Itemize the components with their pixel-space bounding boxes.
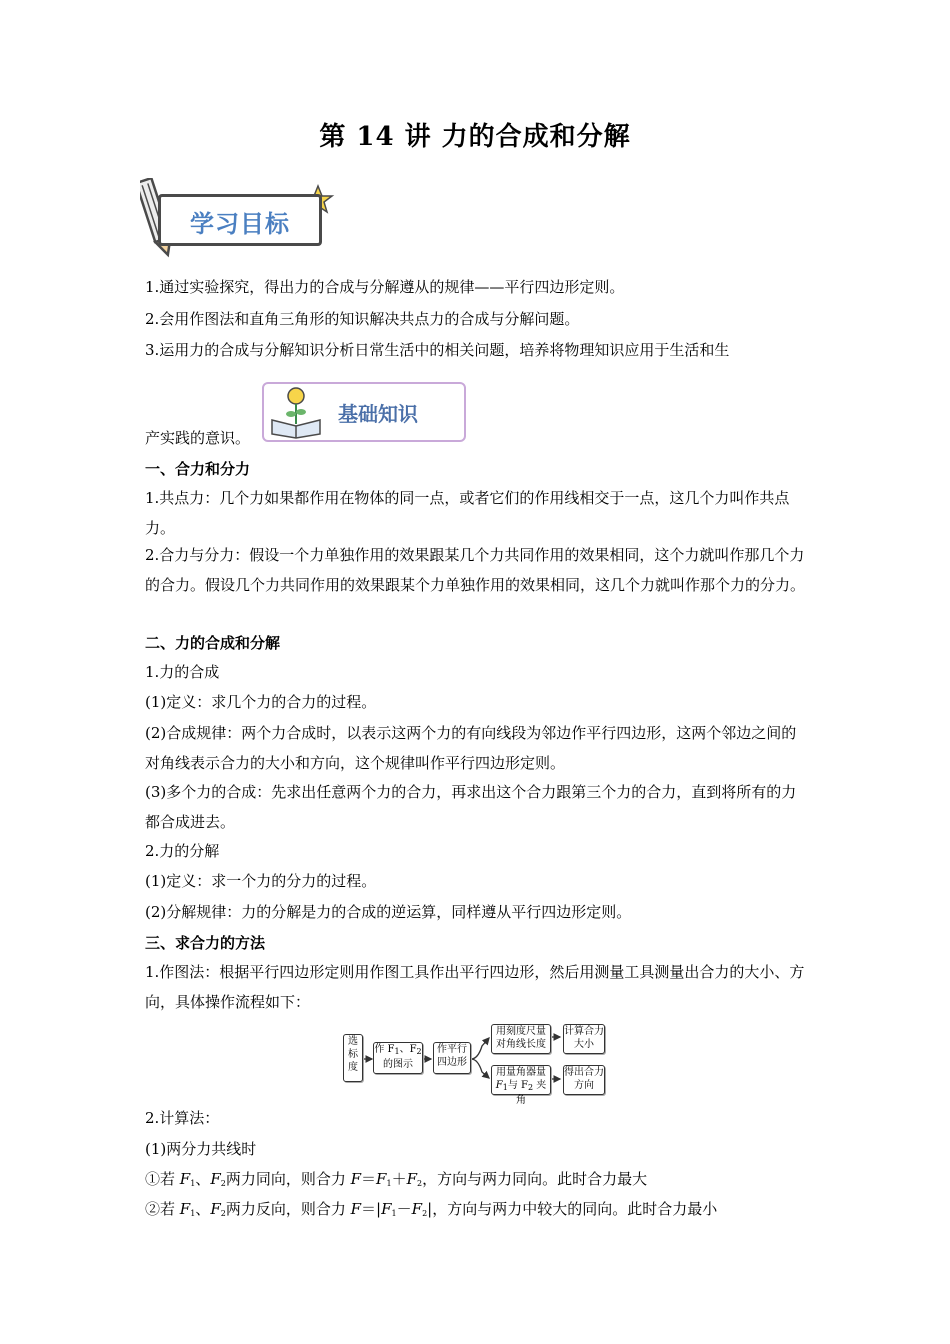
formula-var: F xyxy=(210,1170,221,1188)
goal-3-continued: 产实践的意识。 xyxy=(145,429,251,447)
flow-text: 用量角器量 xyxy=(496,1067,546,1078)
section-2-rule-1: (2)合成规律：两个力合成时，以表示这两个力的有向线段为邻边作平行四边形，这两个邻边之间的对角线表示合力的大小和方向，这个规律叫作平行四边形定则。 xyxy=(145,724,797,772)
flow-text: 、F xyxy=(399,1044,417,1055)
flow-step-direction: 得出合力方向 xyxy=(563,1065,605,1095)
section-2-multi: (3)多个力的合成：先求出任意两个力的合力，再求出这个合力跟第三个力的合力，直到将所有的力都合成进去。 xyxy=(145,783,797,831)
formula-text: ＋ xyxy=(391,1170,407,1188)
section-3-para-1: 1.作图法：根据平行四边形定则用作图工具作出平行四边形，然后用测量工具测量出合力的大小、方向，具体操作流程如下： xyxy=(145,963,805,1011)
flow-text: 作 F xyxy=(374,1044,395,1055)
flow-step-calc-magnitude: 计算合力大小 xyxy=(563,1024,605,1054)
subscript: 1 xyxy=(394,1047,400,1056)
flow-step-measure-angle xyxy=(491,1065,551,1106)
basic-knowledge-banner xyxy=(258,378,468,448)
section-2-rule-2: (2)分解规律：力的分解是力的合成的逆运算，同样遵从平行四边形定则。 xyxy=(145,903,632,921)
section-1-para-2: 2.合力与分力：假设一个力单独作用的效果跟某几个力共同作用的效果相同，这个力就叫作那几个力的合力。假设几个力共同作用的效果跟某个力单独作用的效果相同，这几个力就叫作那个力的分力。 xyxy=(145,546,806,594)
formula-text: 两力反向，则合力 xyxy=(225,1200,351,1218)
subscript: 1 xyxy=(391,1209,397,1218)
formula-var: F xyxy=(179,1170,191,1188)
subscript: 2 xyxy=(220,1179,226,1188)
flow-step-parallelogram: 作平行四边形 xyxy=(433,1042,471,1074)
subscript: 2 xyxy=(417,1179,423,1188)
section-3-calc: 2.计算法： xyxy=(145,1109,220,1127)
flow-text: 与 F xyxy=(507,1080,528,1091)
section-2-def-1: (1)定义：求几个力的合力的过程。 xyxy=(145,693,377,711)
section-3-collinear: (1)两分力共线时 xyxy=(145,1140,257,1158)
flow-text: 夹角 xyxy=(516,1080,547,1106)
formula-var: F xyxy=(376,1170,387,1188)
goal-3: 3.运用力的合成与分解知识分析日常生活中的相关问题，培养将物理知识应用于生活和生 xyxy=(145,341,730,359)
formula-var: F xyxy=(179,1200,191,1218)
section-2-heading: 二、力的合成和分解 xyxy=(145,634,281,652)
formula-var: F xyxy=(350,1200,362,1218)
formula-text: | xyxy=(427,1200,433,1218)
formula-var: F xyxy=(411,1200,423,1218)
formula-text: ＝ xyxy=(361,1170,377,1188)
flow-text: F xyxy=(495,1080,503,1091)
formula-text: ，方向与两力同向。此时合力最大 xyxy=(422,1170,648,1188)
basic-banner-text: 基础知识 xyxy=(338,402,418,426)
subscript: 1 xyxy=(386,1179,392,1188)
formula-var: F xyxy=(210,1200,221,1218)
flow-step-draw-forces xyxy=(373,1042,423,1074)
formula-line-2 xyxy=(145,1194,810,1229)
goal-banner-text: 学习目标 xyxy=(190,210,290,238)
formula-text: 、 xyxy=(195,1170,211,1188)
formula-text: 两力同向，则合力 xyxy=(225,1170,351,1188)
section-1-heading: 一、合力和分力 xyxy=(145,460,251,478)
section-2-sub-2: 2.力的分解 xyxy=(145,842,220,860)
formula-text: ②若 xyxy=(145,1200,180,1218)
flow-step-measure-length: 用刻度尺量对角线长度 xyxy=(491,1024,551,1054)
section-1-para-1: 1.共点力：几个力如果都作用在物体的同一点，或者它们的作用线相交于一点，这几个力叫作共点力。 xyxy=(145,489,790,537)
formula-var: F xyxy=(350,1170,362,1188)
formula-text: ＝ xyxy=(361,1200,377,1218)
formula-text: | xyxy=(376,1200,382,1218)
section-2-def-2: (1)定义：求一个力的分力的过程。 xyxy=(145,872,377,890)
section-3-heading: 三、求合力的方法 xyxy=(145,934,266,952)
subscript: 2 xyxy=(527,1083,534,1092)
page-title: 第 14 讲 力的合成和分解 xyxy=(319,122,631,152)
formula-var: F xyxy=(381,1200,392,1218)
subscript: 1 xyxy=(190,1179,196,1188)
formula-text: 、 xyxy=(195,1200,211,1218)
flow-step-scale: 选标度 xyxy=(343,1034,363,1082)
formula-text: － xyxy=(396,1200,412,1218)
formula-text: ，方向与两力中较大的同向。此时合力最小 xyxy=(432,1200,718,1218)
subscript: 1 xyxy=(190,1209,196,1218)
goal-2: 2.会用作图法和直角三角形的知识解决共点力的合成与分解问题。 xyxy=(145,310,580,328)
formula-var: F xyxy=(406,1170,417,1188)
book-bulb-icon xyxy=(264,382,334,442)
subscript: 2 xyxy=(422,1209,428,1218)
subscript: 2 xyxy=(416,1047,422,1056)
goal-1: 1.通过实验探究，得出力的合成与分解遵从的规律——平行四边形定则。 xyxy=(145,278,625,296)
flowchart xyxy=(342,1022,610,1106)
subscript: 1 xyxy=(502,1083,508,1092)
subscript: 2 xyxy=(220,1209,226,1218)
flow-text: 的图示 xyxy=(383,1059,413,1070)
section-2-sub-1: 1.力的合成 xyxy=(145,663,220,681)
learning-goals-banner xyxy=(140,178,335,258)
formula-text: ①若 xyxy=(145,1170,180,1188)
